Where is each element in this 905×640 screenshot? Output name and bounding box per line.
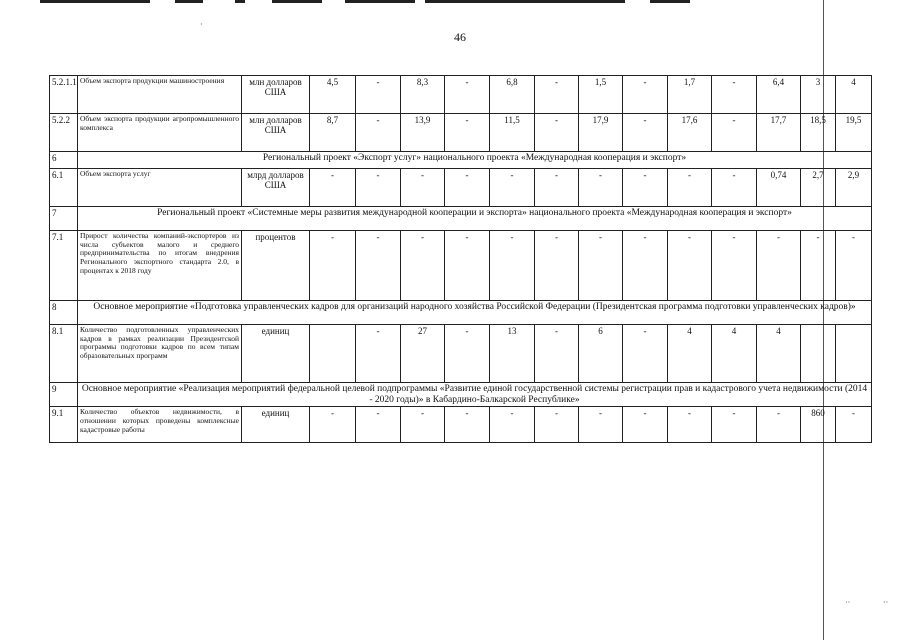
indicator-value: 2,7 bbox=[801, 169, 836, 207]
indicator-value: - bbox=[401, 231, 445, 301]
indicator-value: - bbox=[356, 76, 401, 114]
indicator-value: - bbox=[668, 407, 712, 443]
indicator-value: 8,7 bbox=[310, 114, 356, 152]
scan-top-edge bbox=[0, 0, 905, 4]
unit-of-measure: млрд долларов США bbox=[242, 169, 310, 207]
indicator-value: - bbox=[535, 325, 579, 383]
indicator-value: - bbox=[310, 169, 356, 207]
indicator-value: - bbox=[356, 407, 401, 443]
indicator-name: Количество объектов недвижимости, в отношении которых проведены комплексные кадастровые работы bbox=[78, 407, 242, 443]
indicator-value: - bbox=[401, 407, 445, 443]
indicator-value: 3 bbox=[801, 76, 836, 114]
indicator-value: - bbox=[535, 114, 579, 152]
indicator-value: 1,7 bbox=[668, 76, 712, 114]
page-number: 46 bbox=[454, 30, 466, 44]
indicator-value: - bbox=[356, 325, 401, 383]
indicator-value: - bbox=[836, 231, 872, 301]
table-row bbox=[50, 76, 872, 114]
indicator-value: - bbox=[757, 407, 801, 443]
indicator-value: - bbox=[668, 169, 712, 207]
indicator-value: 860 bbox=[801, 407, 836, 443]
indicator-value: - bbox=[579, 407, 623, 443]
indicator-value bbox=[836, 325, 872, 383]
indicator-value: 18,5 bbox=[801, 114, 836, 152]
section-header-row bbox=[50, 383, 872, 407]
indicator-value: 8,3 bbox=[401, 76, 445, 114]
indicator-value: 27 bbox=[401, 325, 445, 383]
row-number: 7 bbox=[50, 207, 78, 231]
indicator-value: - bbox=[623, 114, 668, 152]
unit-of-measure: млн долларов США bbox=[242, 114, 310, 152]
indicator-value: 13 bbox=[490, 325, 535, 383]
indicator-value: - bbox=[623, 325, 668, 383]
indicator-value: - bbox=[401, 169, 445, 207]
indicator-value bbox=[801, 325, 836, 383]
indicator-value: - bbox=[623, 407, 668, 443]
indicator-value: - bbox=[445, 114, 490, 152]
indicator-value: 4 bbox=[668, 325, 712, 383]
indicator-value: - bbox=[623, 169, 668, 207]
section-header-row bbox=[50, 152, 872, 169]
indicator-value: - bbox=[623, 231, 668, 301]
indicator-value: - bbox=[757, 231, 801, 301]
indicator-value: 13,9 bbox=[401, 114, 445, 152]
indicator-value: - bbox=[445, 169, 490, 207]
table-row bbox=[50, 325, 872, 383]
unit-of-measure: единиц bbox=[242, 325, 310, 383]
scan-speck: · bbox=[200, 20, 203, 29]
indicator-value: - bbox=[712, 231, 757, 301]
row-number: 5.2.1.1 bbox=[50, 76, 78, 114]
indicator-value: - bbox=[668, 231, 712, 301]
indicator-value: - bbox=[445, 325, 490, 383]
indicator-value: 0,74 bbox=[757, 169, 801, 207]
row-number: 8.1 bbox=[50, 325, 78, 383]
indicator-value: 4 bbox=[757, 325, 801, 383]
indicator-value bbox=[310, 325, 356, 383]
indicator-value: - bbox=[623, 76, 668, 114]
indicator-value: - bbox=[535, 169, 579, 207]
table-row bbox=[50, 114, 872, 152]
indicator-value: 17,6 bbox=[668, 114, 712, 152]
indicator-value: - bbox=[712, 76, 757, 114]
indicator-value: - bbox=[801, 231, 836, 301]
indicator-value: - bbox=[535, 231, 579, 301]
indicator-value: - bbox=[356, 169, 401, 207]
indicator-value: 19,5 bbox=[836, 114, 872, 152]
table-row bbox=[50, 231, 872, 301]
indicator-value: 1,5 bbox=[579, 76, 623, 114]
indicator-value: - bbox=[356, 231, 401, 301]
indicator-value: 17,7 bbox=[757, 114, 801, 152]
indicator-value: - bbox=[712, 114, 757, 152]
indicator-value: - bbox=[836, 407, 872, 443]
indicator-value: - bbox=[490, 231, 535, 301]
row-number: 5.2.2 bbox=[50, 114, 78, 152]
row-number: 9 bbox=[50, 383, 78, 407]
indicator-value: - bbox=[535, 407, 579, 443]
indicator-value: - bbox=[579, 231, 623, 301]
indicator-value: - bbox=[310, 231, 356, 301]
indicator-value: 4,5 bbox=[310, 76, 356, 114]
indicator-value: 17,9 bbox=[579, 114, 623, 152]
unit-of-measure: единиц bbox=[242, 407, 310, 443]
unit-of-measure: млн долларов США bbox=[242, 76, 310, 114]
section-title: Основное мероприятие «Подготовка управленческих кадров для организаций народного хозяйства Российской Федерации (Президентская программа подготовки управленческих кадров)» bbox=[78, 301, 872, 325]
row-number: 7.1 bbox=[50, 231, 78, 301]
indicator-value: - bbox=[445, 231, 490, 301]
row-number: 6.1 bbox=[50, 169, 78, 207]
indicator-value: - bbox=[579, 169, 623, 207]
row-number: 9.1 bbox=[50, 407, 78, 443]
indicator-value: - bbox=[535, 76, 579, 114]
scan-speck: ·· bbox=[883, 598, 889, 607]
scan-speck: ·· bbox=[845, 598, 851, 607]
indicator-value: - bbox=[356, 114, 401, 152]
indicator-name: Объем экспорта продукции машиностроения bbox=[78, 76, 242, 114]
indicator-value: 6,4 bbox=[757, 76, 801, 114]
indicator-value: - bbox=[490, 169, 535, 207]
section-title: Региональный проект «Системные меры развития международной кооперации и экспорта» национального проекта «Международная кооперация и экспорт» bbox=[78, 207, 872, 231]
section-header-row bbox=[50, 301, 872, 325]
indicator-value: 2,9 bbox=[836, 169, 872, 207]
indicator-value: 4 bbox=[836, 76, 872, 114]
indicator-value: - bbox=[310, 407, 356, 443]
indicator-value: 6,8 bbox=[490, 76, 535, 114]
indicator-value: - bbox=[490, 407, 535, 443]
unit-of-measure: процентов bbox=[242, 231, 310, 301]
indicator-value: 11,5 bbox=[490, 114, 535, 152]
row-number: 6 bbox=[50, 152, 78, 169]
row-number: 8 bbox=[50, 301, 78, 325]
indicator-value: 4 bbox=[712, 325, 757, 383]
indicator-value: - bbox=[445, 76, 490, 114]
indicator-name: Объем экспорта услуг bbox=[78, 169, 242, 207]
indicator-name: Количество подготовленных управленческих кадров в рамках реализации Президентской программы подготовки кадров по всем типам образовательных программ bbox=[78, 325, 242, 383]
table-row bbox=[50, 407, 872, 443]
indicator-value: - bbox=[445, 407, 490, 443]
indicator-name: Прирост количества компаний-экспортеров из числа субъектов малого и среднего предпринимательства по итогам внедрения Регионального экспортного стандарта 2.0, в процентах к 2018 году bbox=[78, 231, 242, 301]
indicator-value: 6 bbox=[579, 325, 623, 383]
section-header-row bbox=[50, 207, 872, 231]
indicators-table bbox=[49, 75, 872, 443]
indicator-name: Объем экспорта продукции агропромышленного комплекса bbox=[78, 114, 242, 152]
indicator-value: - bbox=[712, 407, 757, 443]
section-title: Основное мероприятие «Реализация мероприятий федеральной целевой подпрограммы «Развитие единой государственной системы регистрации прав и кадастрового учета недвижимости (2014 - 2020 годы)» в Кабардино-Балкарской Республике» bbox=[78, 383, 872, 407]
table-row bbox=[50, 169, 872, 207]
section-title: Региональный проект «Экспорт услуг» национального проекта «Международная кооперация и экспорт» bbox=[78, 152, 872, 169]
indicator-value: - bbox=[712, 169, 757, 207]
